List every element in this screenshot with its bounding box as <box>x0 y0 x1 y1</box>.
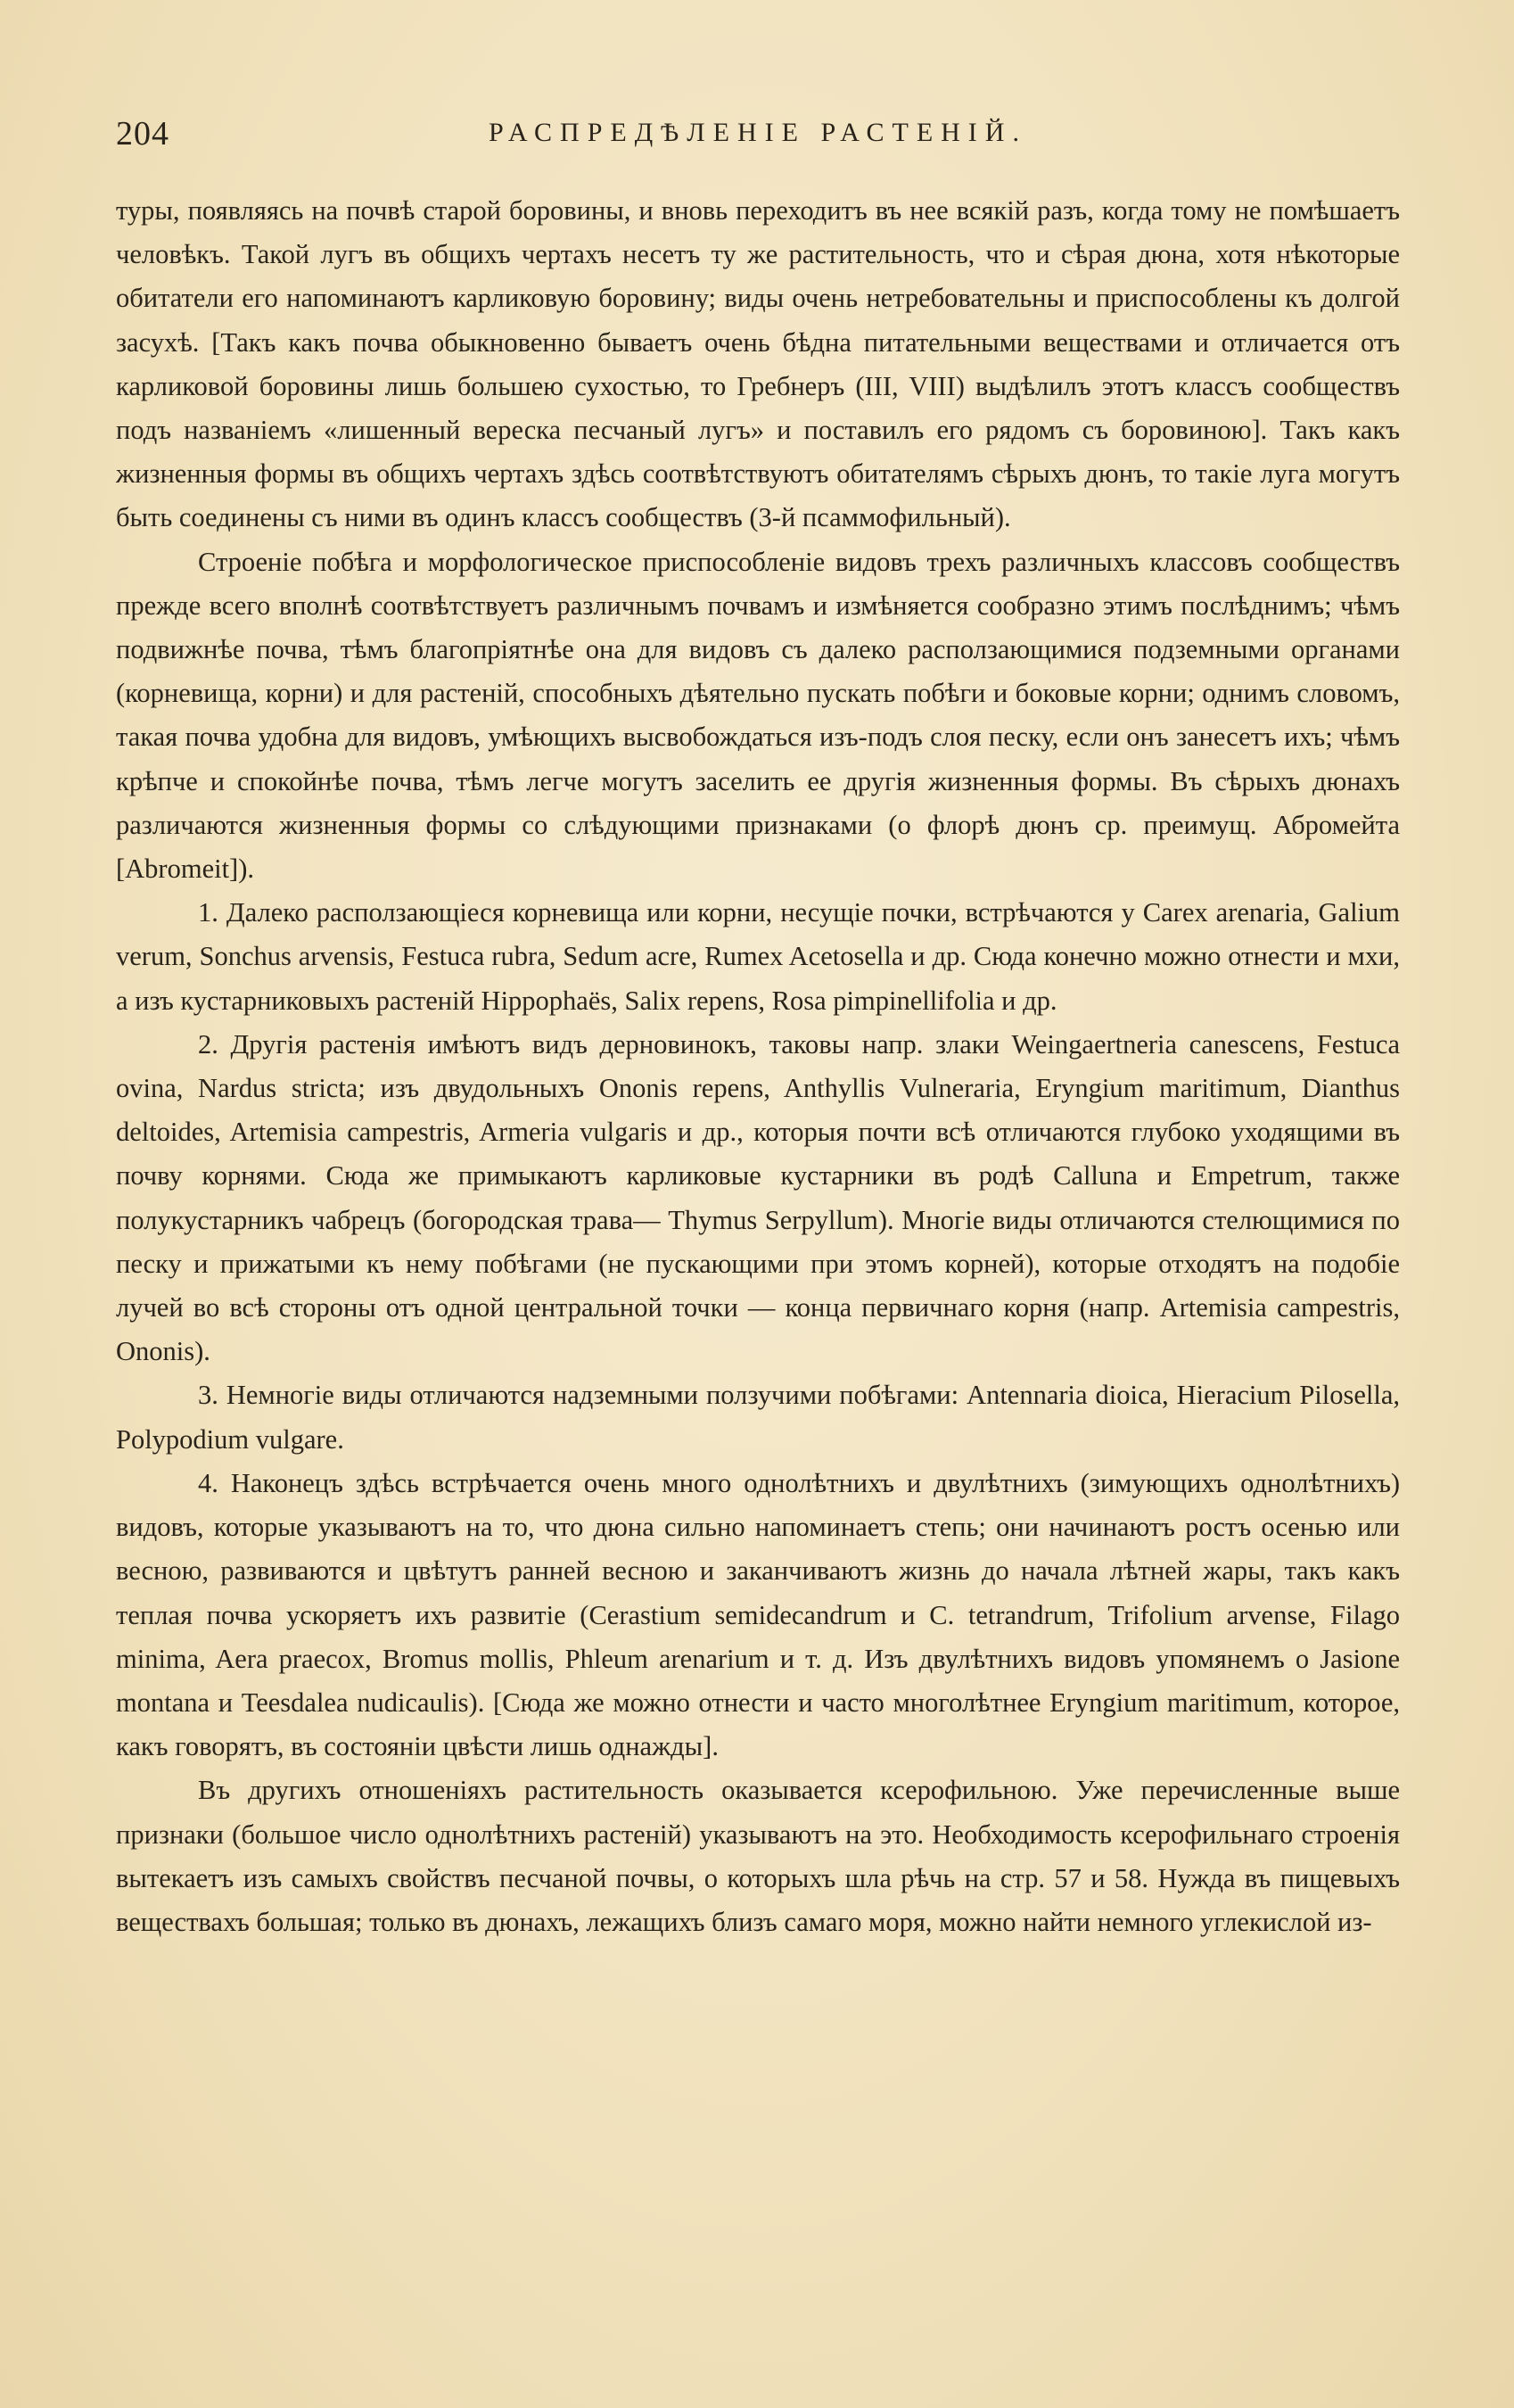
paragraph: 4. Наконецъ здѣсь встрѣчается очень много однолѣтнихъ и двулѣтнихъ (зимующихъ однолѣтнихъ) видовъ, которые указываютъ на то, что дюна сильно напоминаетъ степь; они начинаютъ ростъ осенью или весною, развиваются и цвѣтутъ ранней весною и заканчиваютъ жизнь до начала лѣтней жары, такъ какъ теплая почва ускоряетъ ихъ развитіе (Cerastium semidecandrum и C. tetrandrum, Trifolium arvense, Filago minima, Aera praecox, Bromus mollis, Phleum arenarium и т. д. Изъ двулѣтнихъ видовъ упомянемъ о Jasione montana и Teesdalea nudicaulis). [Сюда же можно отнести и часто многолѣтнее Eryngium maritimum, которое, какъ говорятъ, въ состояніи цвѣсти лишь однажды]. <box>116 1467 1400 1762</box>
paragraph: туры, появляясь на почвѣ старой боровины, и вновь переходитъ въ нее всякій разъ, когда тому не помѣшаетъ человѣкъ. Такой лугъ въ общихъ чертахъ несетъ ту же растительность, что и сѣрая дюна, хотя нѣкоторые обитатели его напоминаютъ карликовую боровину; виды очень нетребовательны и приспособлены къ долгой засухѣ. [Такъ какъ почва обыкновенно бываетъ очень бѣдна питательными веществами и отличается отъ карликовой боровины лишь большею сухостью, то Гребнеръ (III, VIII) выдѣлилъ этотъ классъ сообществъ подъ названіемъ «лишенный вереска песчаный лугъ» и поставилъ его рядомъ съ боровиною]. Такъ какъ жизненныя формы въ общихъ чертахъ здѣсь соотвѣтствуютъ обитателямъ сѣрыхъ дюнъ, то такіе луга могутъ быть соединены съ ними въ одинъ классъ сообществъ (3-й псаммофильный). <box>116 195 1400 533</box>
paragraph: 2. Другія растенія имѣютъ видъ дерновинокъ, таковы напр. злаки Weingaertneria canescens, Festuca ovina, Nardus stricta; изъ двудольныхъ Ononis repens, Anthyllis Vulneraria, Eryngium maritimum, Dianthus deltoides, Artemisia campestris, Armeria vulgaris и др., которыя почти всѣ отличаются глубоко уходящими въ почву корнями. Сюда же примыкаютъ карликовые кустарники въ родѣ Calluna и Empetrum, также полукустарникъ чабрецъ (богородская трава— Thymus Serpyllum). Многіе виды отличаются стелющимися по песку и прижатыми къ нему побѣгами (не пускающими при этомъ корней), которые отходятъ на подобіе лучей во всѣ стороны отъ одной центральной точки — конца первичнаго корня (напр. Artemisia campestris, Ononis). <box>116 1028 1400 1367</box>
running-title: РАСПРЕДѢЛЕНІЕ РАСТЕНІЙ. <box>489 118 1027 147</box>
paragraph: 1. Далеко расползающіеся корневища или корни, несущіе почки, встрѣчаются у Carex arenaria, Galium verum, Sonchus arvensis, Festuca rubra, Sedum acre, Rumex Acetosella и др. Сюда конечно можно отнести и мхи, а изъ кустарниковыхъ растеній Hippophaës, Salix repens, Rosa pimpinellifolia и др. <box>116 897 1400 1016</box>
paragraph: Строеніе побѣга и морфологическое приспособленіе видовъ трехъ различныхъ классовъ сообществъ прежде всего вполнѣ соотвѣтствуетъ различнымъ почвамъ и измѣняется сообразно этимъ послѣднимъ; чѣмъ подвижнѣе почва, тѣмъ благопріятнѣе она для видовъ съ далеко расползающимися подземными органами (корневища, корни) и для растеній, способныхъ дѣятельно пускать побѣги и боковые корни; однимъ словомъ, такая почва удобна для видовъ, умѣющихъ высвобождаться изъ-подъ слоя песку, если онъ занесетъ ихъ; чѣмъ крѣпче и спокойнѣе почва, тѣмъ легче могутъ заселить ее другія жизненныя формы. Въ сѣрыхъ дюнахъ различаются жизненныя формы со слѣдующими признаками (о флорѣ дюнъ ср. преимущ. Абромейта [Abromeit]). <box>116 546 1400 885</box>
paragraph: Въ другихъ отношеніяхъ растительность оказывается ксерофильною. Уже перечисленные выше признаки (большое число однолѣтнихъ растеній) указываютъ на это. Необходимость ксерофильнаго строенія вытекаетъ изъ самыхъ свойствъ песчаной почвы, о которыхъ шла рѣчь на стр. 57 и 58. Нужда въ пищевыхъ веществахъ большая; только въ дюнахъ, лежащихъ близъ самаго моря, можно найти немного углекислой из- <box>116 1775 1400 1937</box>
page-header <box>116 105 1400 159</box>
page-number: 204 <box>116 115 169 153</box>
body-text <box>116 189 1400 1944</box>
paragraph: 3. Немногіе виды отличаются надземными ползучими побѣгами: Antennaria dioica, Hieracium Pilosella, Polypodium vulgare. <box>116 1380 1400 1455</box>
